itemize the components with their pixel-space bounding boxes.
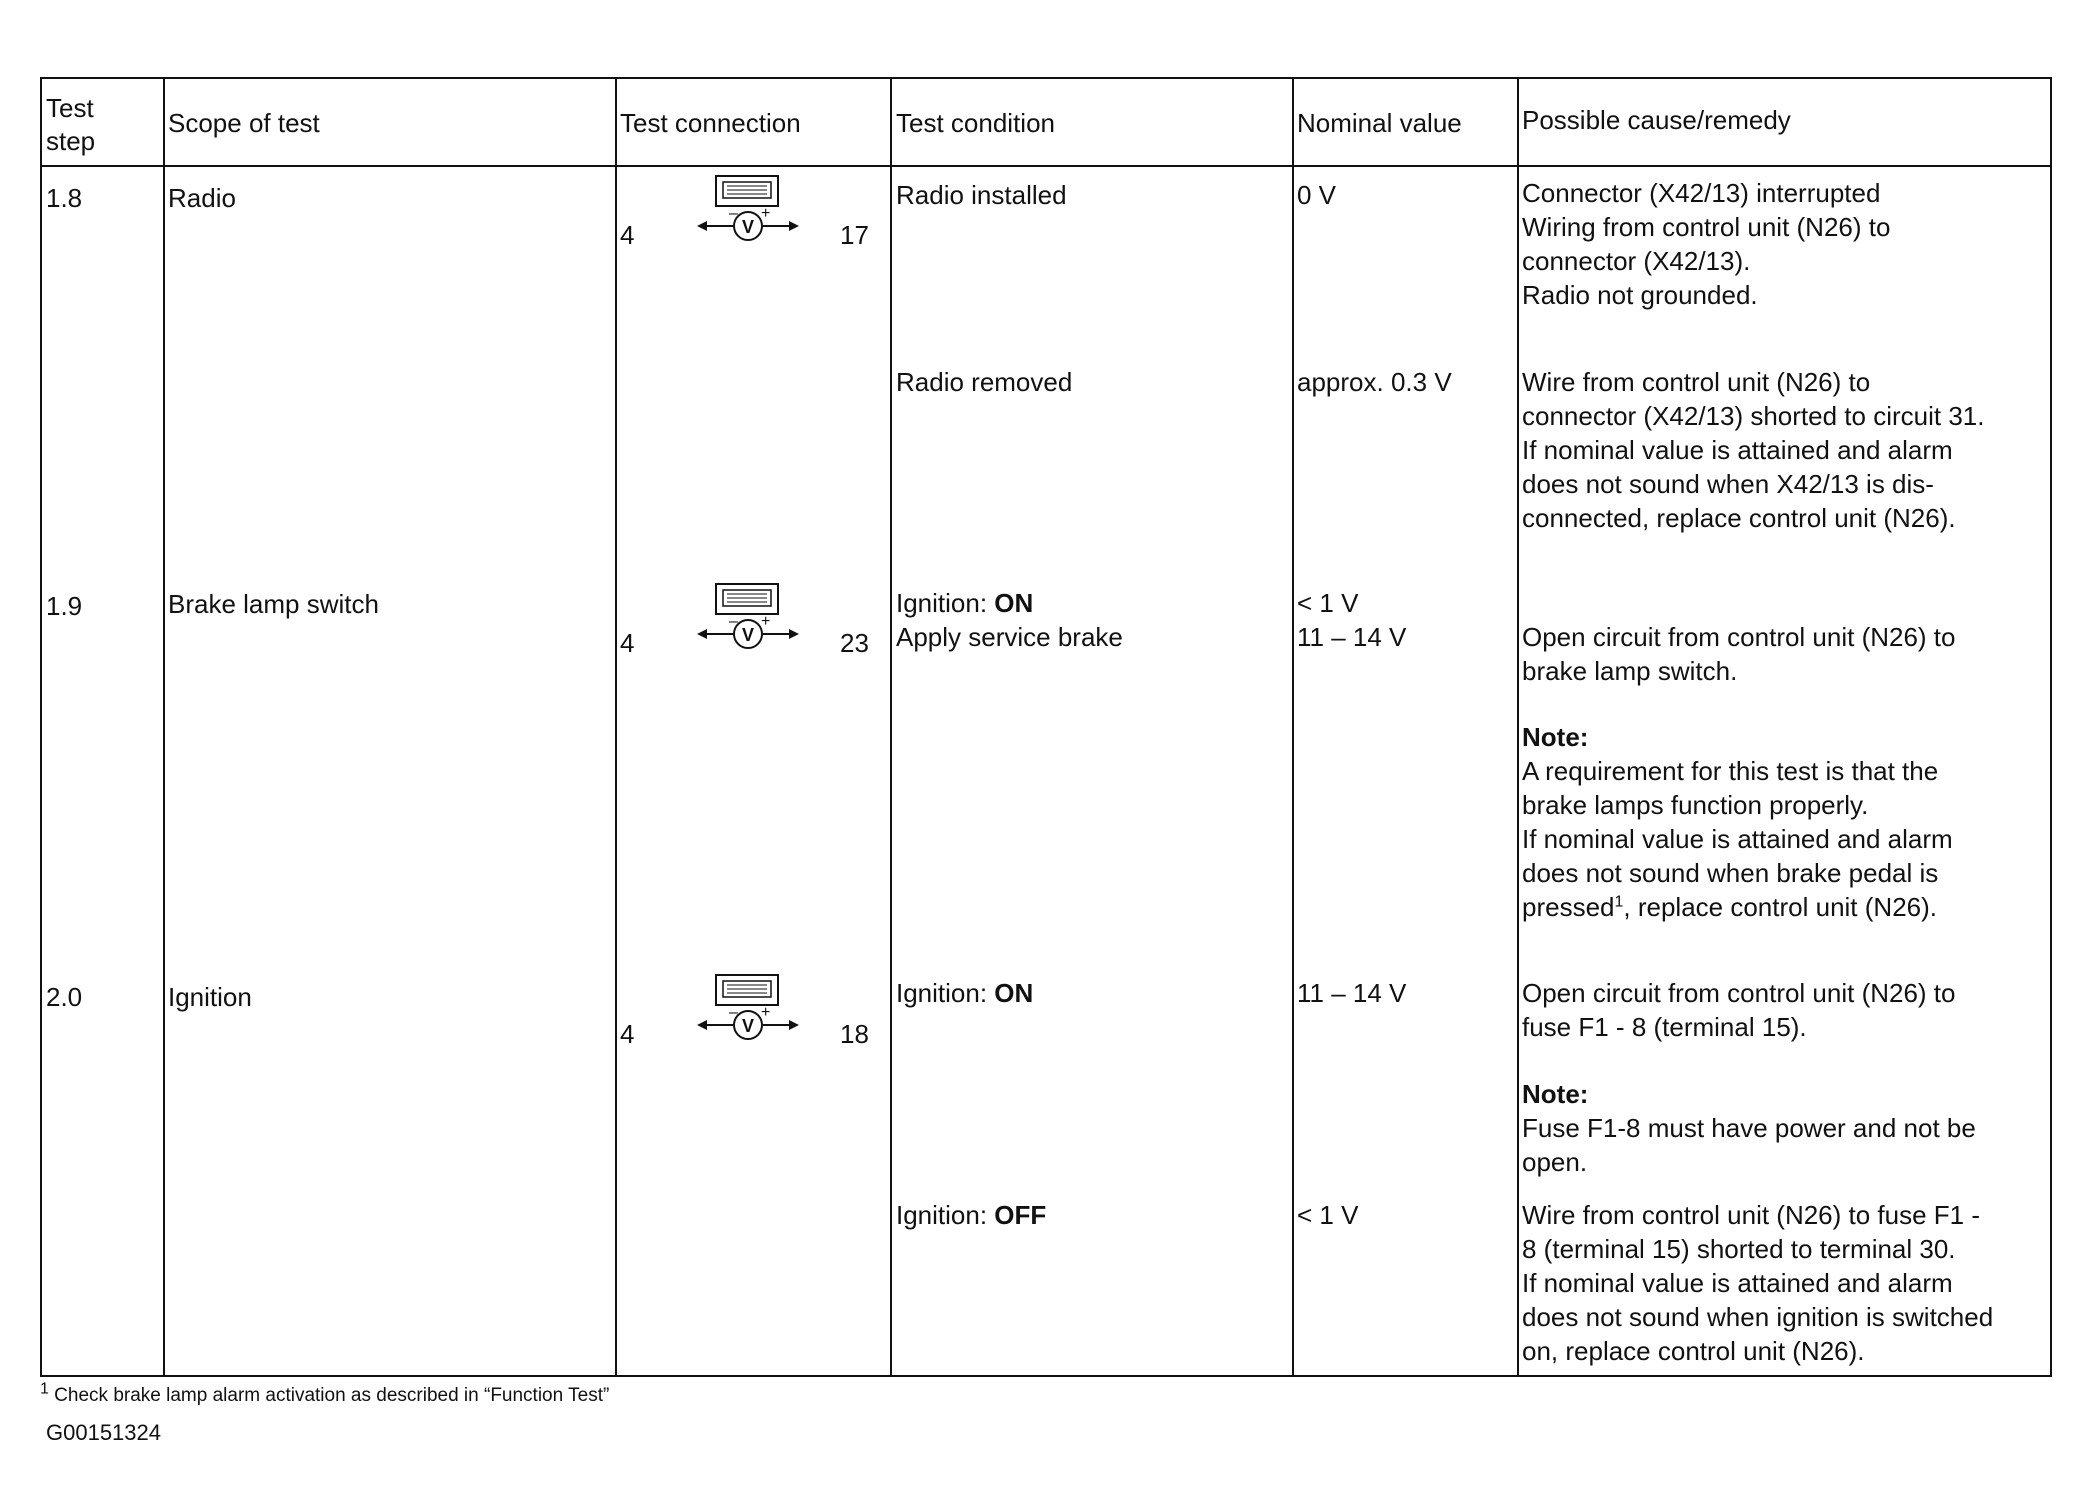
nominal-value: < 1 V (1297, 588, 1359, 618)
condition-state: ON (994, 978, 1034, 1008)
row-step: 1.9 (46, 591, 83, 621)
row-scope: Brake lamp switch (168, 589, 379, 619)
svg-text:–: – (729, 613, 738, 630)
pin-left: 4 (620, 220, 635, 250)
possible-cause: Open circuit from control unit (N26) to brake lamp switch. (1522, 622, 1956, 686)
header-divider (40, 165, 2052, 167)
footnote-text: Check brake lamp alarm activation as described in “Function Test” (48, 1385, 610, 1406)
footnote (40, 1380, 610, 1408)
row-scope: Radio (168, 183, 236, 213)
possible-cause: Connector (X42/13) interrupted Wiring from control unit (N26) to connector (X42/13). Radio not grounded. (1522, 178, 1891, 310)
pin-right: 18 (840, 1019, 869, 1049)
test-condition (896, 976, 1033, 1010)
note-body: A requirement for this test is that the brake lamps function properly. If nominal value is attained and alarm does not sound when brake pedal is pressed (1522, 756, 1953, 922)
voltmeter-icon (693, 973, 803, 1043)
row-step: 2.0 (46, 982, 83, 1012)
possible-cause: Wire from control unit (N26) to connector (X42/13) shorted to circuit 31. If nominal value is attained and alarm does not sound when X42/13 is dis- connected, replace control unit (N26). (1522, 367, 1985, 533)
note-text (1522, 754, 1953, 924)
test-condition: Radio installed (896, 180, 1067, 210)
nominal-value: < 1 V (1297, 1200, 1359, 1230)
pin-right: 23 (840, 628, 869, 658)
svg-text:+: + (761, 205, 771, 222)
svg-text:+: + (761, 1004, 771, 1021)
nominal-value: 11 – 14 V (1297, 622, 1407, 652)
note-label: Note: (1522, 722, 1589, 752)
column-divider (1292, 77, 1294, 1377)
svg-text:V: V (741, 625, 755, 645)
footnote-ref: 1 (1614, 893, 1624, 911)
header-test-step-line1: Test (46, 93, 94, 123)
row-step: 1.8 (46, 183, 83, 213)
test-condition: Radio removed (896, 367, 1073, 397)
test-condition (896, 586, 1033, 620)
column-divider (615, 77, 617, 1377)
header-connection: Test connection (620, 108, 801, 138)
nominal-value: approx. 0.3 V (1297, 367, 1452, 397)
nominal-value: 0 V (1297, 180, 1337, 210)
svg-text:V: V (741, 1016, 755, 1036)
column-divider (1517, 77, 1519, 1377)
nominal-value: 11 – 14 V (1297, 978, 1407, 1008)
header-nominal: Nominal value (1297, 108, 1462, 138)
voltmeter-icon (693, 582, 803, 652)
header-remedy: Possible cause/remedy (1522, 105, 1791, 135)
possible-cause: Open circuit from control unit (N26) to fuse F1 - 8 (terminal 15). (1522, 978, 1956, 1042)
header-test-step-line2: step (46, 126, 96, 156)
header-condition: Test condition (896, 108, 1055, 138)
condition-label: Ignition: (896, 588, 995, 618)
pin-right: 17 (840, 220, 869, 250)
row-scope: Ignition (168, 982, 252, 1012)
condition-state: ON (994, 588, 1034, 618)
svg-text:+: + (761, 613, 771, 630)
condition-state: OFF (994, 1200, 1047, 1230)
svg-text:–: – (729, 205, 738, 222)
pin-left: 4 (620, 1019, 635, 1049)
voltmeter-icon (693, 174, 803, 244)
svg-text:–: – (729, 1004, 738, 1021)
possible-cause: Wire from control unit (N26) to fuse F1 - 8 (terminal 15) shorted to terminal 30. If nominal value is attained and alarm does not sound when ignition is switched on, replace control unit (N26). (1522, 1200, 1994, 1366)
header-scope: Scope of test (168, 108, 320, 138)
footnote-mark: 1 (40, 1380, 49, 1398)
column-divider (163, 77, 165, 1377)
column-divider (890, 77, 892, 1377)
figure-id: G00151324 (46, 1420, 161, 1445)
note-label: Note: (1522, 1079, 1589, 1109)
condition-label: Ignition: (896, 1200, 995, 1230)
condition-label: Ignition: (896, 978, 995, 1008)
svg-text:V: V (741, 217, 755, 237)
test-condition: Apply service brake (896, 622, 1123, 652)
note-body-end: , replace control unit (N26). (1623, 892, 1937, 922)
test-condition (896, 1198, 1046, 1232)
pin-left: 4 (620, 628, 635, 658)
note-text: Fuse F1-8 must have power and not be open. (1522, 1113, 1976, 1177)
